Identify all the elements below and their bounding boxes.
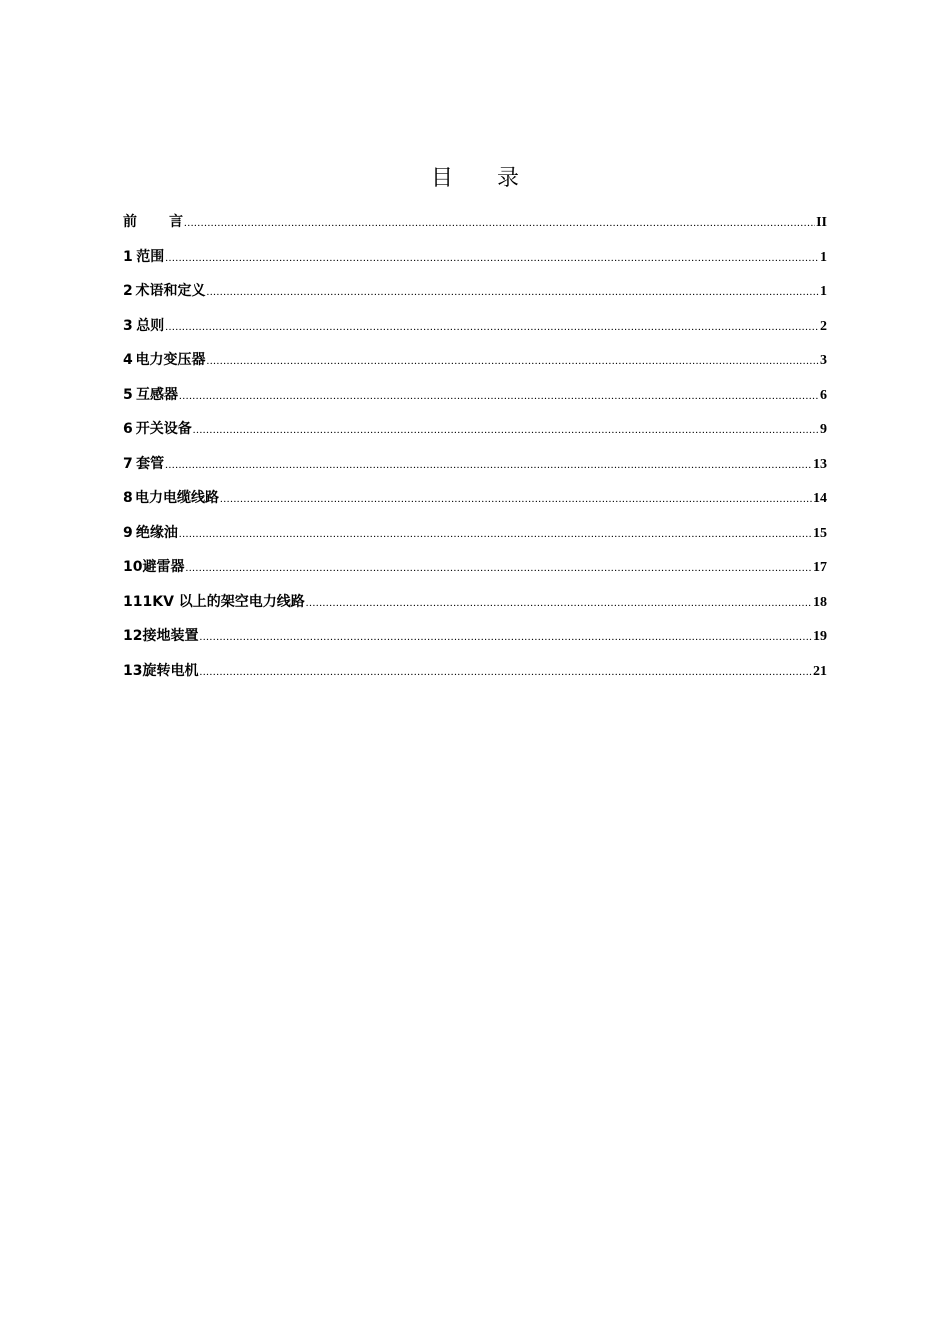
toc-entry-page: 1: [820, 249, 827, 265]
toc-entry[interactable]: [123, 384, 827, 419]
toc-entry-preface[interactable]: [123, 211, 827, 246]
dot-leader: [179, 390, 819, 402]
dot-leader: [184, 217, 815, 229]
dot-leader: [199, 666, 812, 678]
toc-entry[interactable]: [123, 591, 827, 626]
toc-entry-page: 21: [813, 663, 827, 679]
toc-entry[interactable]: [123, 660, 827, 695]
toc-entry-page: 6: [820, 387, 827, 403]
toc-entry-number: 13: [123, 662, 143, 679]
toc-entry-label: 总则: [136, 317, 165, 334]
toc-entry[interactable]: [123, 280, 827, 315]
toc-entry[interactable]: [123, 556, 827, 591]
toc-entry[interactable]: [123, 522, 827, 557]
dot-leader: [206, 286, 819, 298]
toc-entry[interactable]: [123, 246, 827, 281]
toc-entry-page: 3: [820, 353, 827, 368]
toc-entry-page: 19: [813, 629, 827, 644]
toc-entry-number: 7: [123, 455, 133, 472]
toc-entry-number: 9: [123, 524, 133, 541]
toc-entry-number: 4: [123, 352, 133, 368]
dot-leader: [193, 424, 819, 436]
toc-entry-page: 18: [813, 594, 827, 610]
dot-leader: [220, 493, 812, 505]
dot-leader: [165, 321, 819, 333]
toc-entry-label: 避雷器: [142, 559, 185, 575]
toc-entry[interactable]: [123, 349, 827, 384]
toc-entry[interactable]: [123, 453, 827, 488]
dot-leader: [206, 355, 819, 367]
toc-entry-number: 6: [123, 421, 133, 437]
toc-entry-label: 范围: [136, 248, 165, 265]
toc-entry-label: 旋转电机: [142, 662, 199, 679]
toc-entry-page: 15: [813, 525, 827, 541]
toc-entry-label: 电力电缆线路: [135, 490, 220, 506]
toc-title-left: 目: [430, 165, 453, 191]
toc-entry-number: 11: [123, 593, 143, 610]
toc-entry[interactable]: [123, 418, 827, 453]
toc-entry[interactable]: [123, 625, 827, 660]
toc-entry-number: 5: [123, 386, 133, 403]
toc-entry-label: 电力变压器: [135, 352, 206, 368]
toc-entry-label: 术语和定义: [135, 283, 206, 299]
toc-entry[interactable]: [123, 487, 827, 522]
dot-leader: [199, 631, 812, 643]
toc-entry-label: 1KV 以上的架空电力线路: [142, 593, 305, 610]
toc-entry[interactable]: [123, 315, 827, 350]
table-of-contents: [123, 211, 827, 694]
toc-entry-page: 1: [820, 284, 827, 299]
toc-entry-label: 前 言: [123, 214, 183, 230]
toc-entry-number: 8: [123, 490, 133, 506]
toc-entry-label: 绝缘油: [135, 524, 178, 541]
toc-entry-page: 2: [820, 318, 827, 334]
dot-leader: [306, 597, 812, 609]
toc-entry-label: 套管: [136, 455, 165, 472]
toc-entry-page: 17: [813, 560, 827, 575]
dot-leader: [165, 252, 819, 264]
dot-leader: [179, 528, 812, 540]
toc-title: [0, 161, 950, 192]
toc-entry-label: 开关设备: [135, 421, 192, 437]
toc-entry-number: 10: [123, 559, 143, 575]
toc-entry-label: 互感器: [136, 386, 179, 403]
toc-entry-number: 12: [123, 628, 143, 644]
toc-entry-number: 1: [123, 248, 133, 265]
dot-leader: [185, 562, 812, 574]
toc-entry-label: 接地装置: [142, 628, 199, 644]
toc-entry-page: 9: [820, 422, 827, 437]
toc-entry-number: 2: [123, 283, 133, 299]
toc-title-right: 录: [497, 165, 520, 191]
toc-entry-page: 13: [813, 456, 827, 472]
toc-entry-number: 3: [123, 317, 133, 334]
toc-entry-page: 14: [813, 491, 827, 506]
dot-leader: [165, 459, 812, 471]
toc-entry-page: II: [816, 215, 827, 230]
